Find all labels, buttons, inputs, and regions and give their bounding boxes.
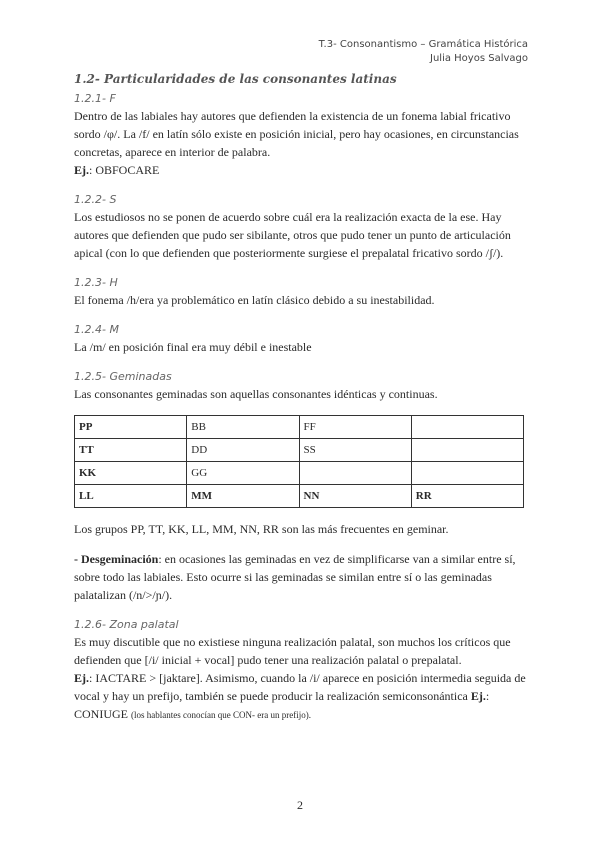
example-text: : CONIUGE <box>74 689 490 721</box>
table-cell: PP <box>75 416 187 439</box>
table-cell: DD <box>187 439 299 462</box>
document-body <box>74 72 530 724</box>
paragraph-m: La /m/ en posición final era muy débil e inestable <box>74 340 312 354</box>
paragraph-h: El fonema /h/era ya problemático en latín clásico debido a su inestabilidad. <box>74 293 435 307</box>
table-cell: TT <box>75 439 187 462</box>
table-cell: KK <box>75 462 187 485</box>
example-text: : IACTARE > [jaktare]. Asimismo, cuando la /i/ aparece en posición intermedia seguida de vocal y hay un prefijo, también se puede producir la realización semiconsonántica <box>74 671 526 703</box>
paragraph-grupos: Los grupos PP, TT, KK, LL, MM, NN, RR son las más frecuentes en geminar. <box>74 522 449 536</box>
subsection-title-m: 1.2.4- M <box>74 323 119 336</box>
geminadas-table <box>74 415 524 508</box>
table-cell: LL <box>75 485 187 508</box>
paragraph-palatal <box>74 633 530 724</box>
table-row <box>75 416 524 439</box>
example-label: Ej. <box>74 163 89 177</box>
paragraph-s: Los estudiosos no se ponen de acuerdo sobre cuál era la realización exacta de la ese. Hay autores que defienden que pudo ser sibilante, otros que pudo tener un punto de articulación apical (con lo que defienden que posteriormente surgiese el prepalatal fricativo sordo /ʃ/). <box>74 210 511 260</box>
table-cell: FF <box>299 416 411 439</box>
table-cell: GG <box>187 462 299 485</box>
table-cell <box>411 439 523 462</box>
prefix-note: (los hablantes conocían que CON- era un prefijo). <box>131 710 311 720</box>
table-cell: BB <box>187 416 299 439</box>
table-cell: NN <box>299 485 411 508</box>
example-label: Ej. <box>470 689 486 703</box>
subsection-title-s: 1.2.2- S <box>74 193 117 206</box>
paragraph-f-text: Dentro de las labiales hay autores que defienden la existencia de un fonema labial fricativo sordo /φ/. La /f/ en latín sólo existe en posición inicial, pero hay ocasiones, en circunstancias concretas, aparece en interior de palabra. <box>74 109 519 159</box>
page-number: 2 <box>297 798 303 812</box>
paragraph-geminadas: Las consonantes geminadas son aquellas consonantes idénticas y continuas. <box>74 387 438 401</box>
paragraph-desgeminacion <box>74 550 530 604</box>
table-row <box>75 462 524 485</box>
desgeminacion-label: - Desgeminación <box>74 552 159 566</box>
table-row <box>75 485 524 508</box>
example-label: Ej. <box>74 671 89 685</box>
paragraph-palatal-text: Es muy discutible que no existiese ninguna realización palatal, son muchos los críticos que defienden que [/i/ inicial + vocal] pudo tener una realización palatal o prepalatal. <box>74 635 511 667</box>
page-header <box>319 38 528 66</box>
table-cell <box>411 462 523 485</box>
table-cell: RR <box>411 485 523 508</box>
subsection-title-h: 1.2.3- H <box>74 276 118 289</box>
table-row <box>75 439 524 462</box>
example-text: : OBFOCARE <box>89 163 160 177</box>
table-cell: MM <box>187 485 299 508</box>
subsection-title-palatal: 1.2.6- Zona palatal <box>74 618 179 631</box>
subsection-title-geminadas: 1.2.5- Geminadas <box>74 370 172 383</box>
subsection-title-f: 1.2.1- F <box>74 92 116 105</box>
table-cell: SS <box>299 439 411 462</box>
section-title: 1.2- Particularidades de las consonantes latinas <box>74 72 397 86</box>
header-author: Julia Hoyos Salvago <box>430 53 528 64</box>
table-cell <box>299 462 411 485</box>
paragraph-f <box>74 107 530 179</box>
table-cell <box>411 416 523 439</box>
header-course: T.3- Consonantismo – Gramática Histórica <box>318 39 528 50</box>
desgeminacion-text: : en ocasiones las geminadas en vez de simplificarse van a similar entre sí, sobre todo las labiales. Esto ocurre si las geminadas se similan entre sí o las geminadas palatalizan (/n/>/ɲ/). <box>74 552 516 602</box>
